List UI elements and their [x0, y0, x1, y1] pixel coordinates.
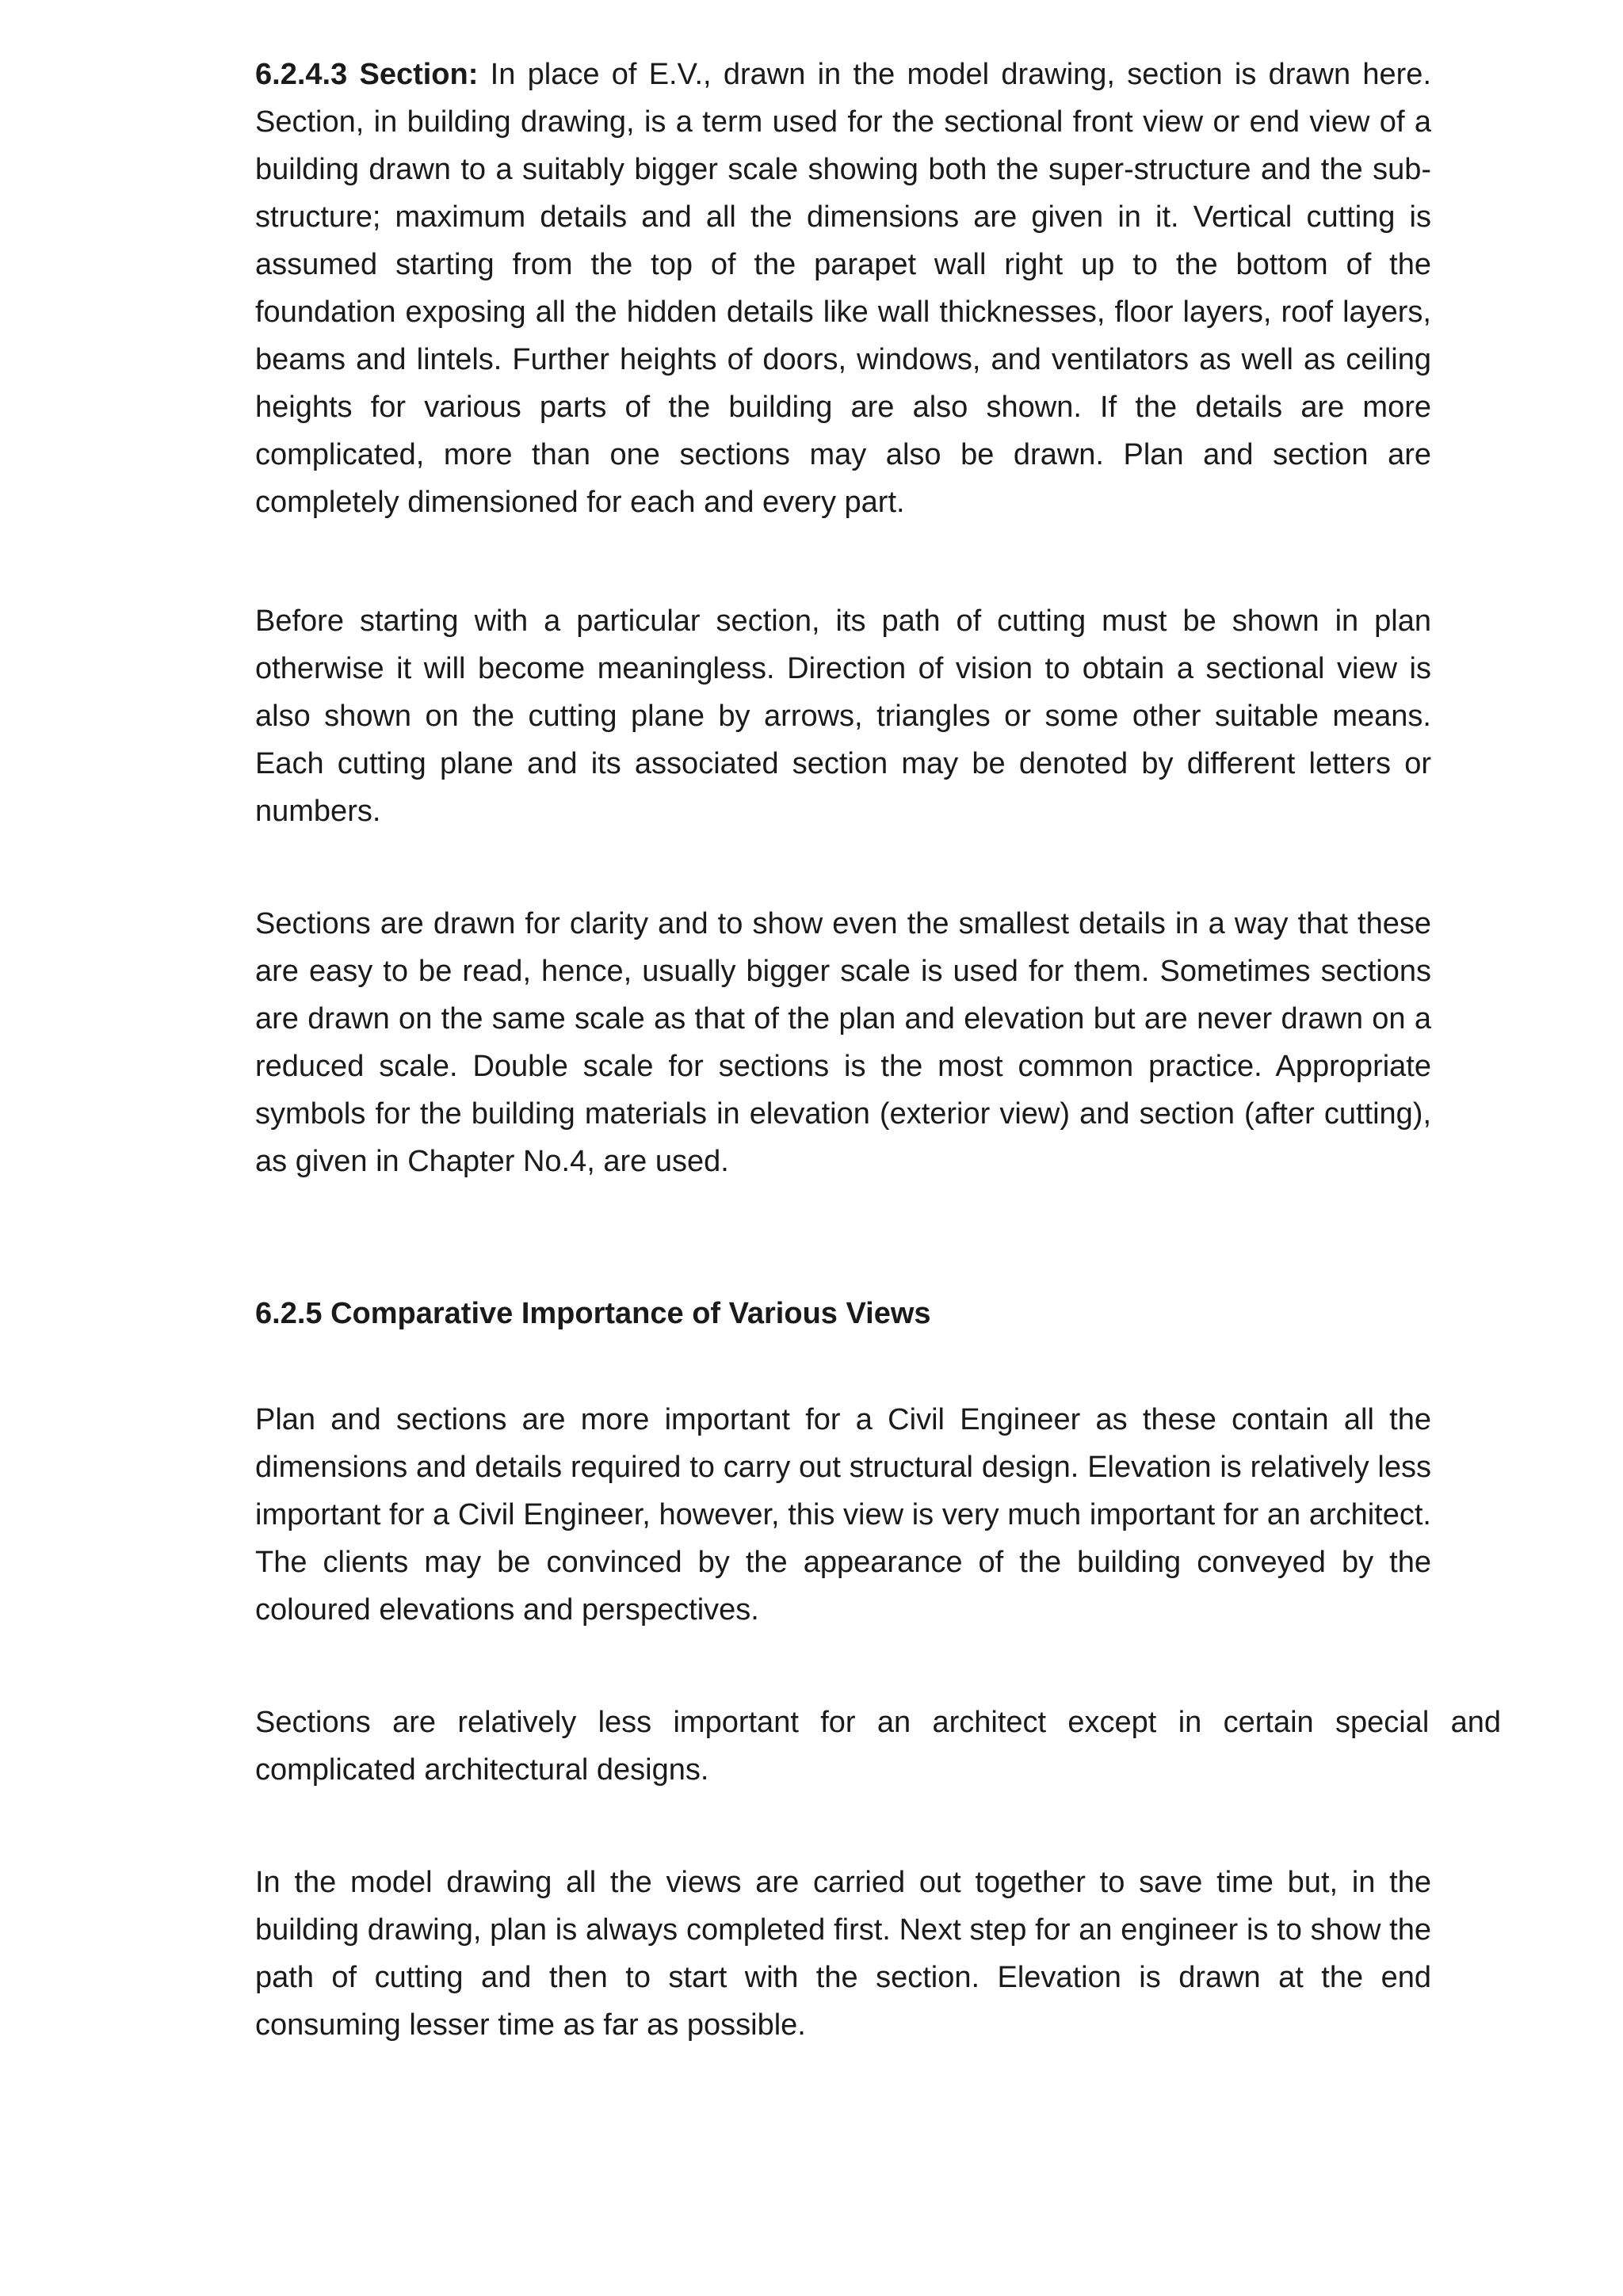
section-625-paragraph-2: Sections are relatively less important for an architect except in certain special and complicated architectural designs. — [255, 1706, 1501, 1787]
section-6243-paragraph-3: Sections are drawn for clarity and to show even the smallest details in a way that these are easy to be read, hence, usually bigger scale is used for them. Sometimes sections are drawn on the same scale as that of the plan and elevation but are never drawn on a reduced scale. Double scale for sections is the most common practice. Appropriate symbols for the building materials in elevation (exterior view) and section (after cutting), as given in Chapter No.4, are used. — [255, 907, 1431, 1178]
section-6243-heading: 6.2.4.3 Section: — [255, 58, 479, 91]
section-625-heading: 6.2.5 Comparative Importance of Various Views — [255, 1297, 931, 1330]
section-625-paragraph-3: In the model drawing all the views are carried out together to save time but, in the building drawing, plan is always completed first. Next step for an engineer is to show the path of cutting and then to start with the section. Elevation is drawn at the end consuming lesser time as far as possible. — [255, 1866, 1431, 2042]
section-6243-paragraph-1 — [255, 51, 1431, 526]
section-6243-paragraph-1-body: In place of E.V., drawn in the model drawing, section is drawn here. Section, in building drawing, is a term used for the sectional front view or end view of a building drawn to a suitably bigger scale showing both the super-structure and the sub-structure; maximum details and all the dimensions are given in it. Vertical cutting is assumed starting from the top of the parapet wall right up to the bottom of the foundation exposing all the hidden details like wall thicknesses, floor layers, roof layers, beams and lintels. Further heights of doors, windows, and ventilators as well as ceiling heights for various parts of the building are also shown. If the details are more complicated, more than one sections may also be drawn. Plan and section are completely dimensioned for each and every part. — [255, 58, 1431, 519]
section-6243-paragraph-2: Before starting with a particular section, its path of cutting must be shown in plan otherwise it will become meaningless. Direction of vision to obtain a sectional view is also shown on the cutting plane by arrows, triangles or some other suitable means. Each cutting plane and its associated section may be denoted by different letters or numbers. — [255, 605, 1431, 828]
section-625-paragraph-1: Plan and sections are more important for a Civil Engineer as these contain all the dimensions and details required to carry out structural design. Elevation is relatively less important for a Civil Engineer, however, this view is very much important for an architect. The clients may be convinced by the appearance of the building conveyed by the coloured elevations and perspectives. — [255, 1403, 1431, 1627]
